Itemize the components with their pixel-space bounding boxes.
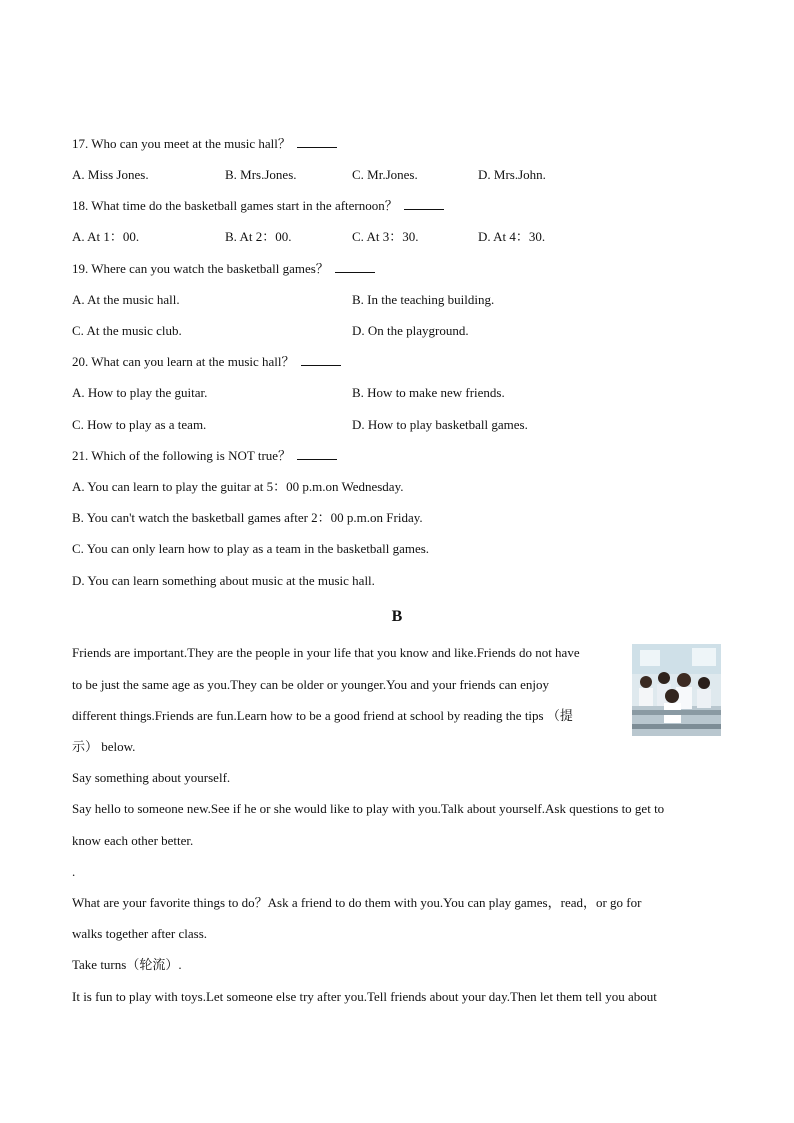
section-title: B [391,608,403,625]
option-b: B. In the teaching building. [352,292,495,307]
option-d: D. You can learn something about music at the music hall. [72,573,375,588]
option-c: C. Mr.Jones. [352,167,418,182]
option-c: C. How to play as a team. [72,417,207,432]
answer-blank [404,198,444,210]
question-stem: 19. Where can you watch the basketball games？ [72,261,329,276]
option-c: C. At 3：30. [352,229,419,244]
question-stem: 21. Which of the following is NOT true？ [72,448,292,463]
option-c: C. You can only learn how to play as a team in the basketball games. [72,541,430,556]
option-d: D. How to play basketball games. [352,417,528,432]
question-19 [72,261,375,277]
answer-blank [301,354,341,366]
option-b: B. How to make new friends. [352,385,505,400]
option-a: A. At the music hall. [72,292,180,307]
option-a: A. At 1：00. [72,229,140,244]
option-d: D. On the playground. [352,323,469,338]
passage-line: It is fun to play with toys.Let someone else try after you.Tell friends about your day.Then let them tell you about [72,989,657,1004]
passage-line: walks together after class. [72,926,208,941]
option-c: C. At the music club. [72,323,182,338]
answer-blank [335,261,375,273]
question-21 [72,448,337,464]
question-stem: 20. What can you learn at the music hall？ [72,354,295,369]
question-17 [72,136,337,152]
question-18 [72,198,444,214]
option-d: D. Mrs.John. [478,167,546,182]
passage-line: . [72,864,76,879]
question-stem: 17. Who can you meet at the music hall？ [72,136,291,151]
passage-line: 示） below. [72,739,136,754]
option-a: A. How to play the guitar. [72,385,208,400]
passage-line: Friends are important.They are the people in your life that you know and like.Friends do not have [72,645,580,660]
passage-line: Say hello to someone new.See if he or she would like to play with you.Talk about yourself.Ask questions to get to [72,801,665,816]
classroom-photo [632,644,721,736]
passage-line: What are your favorite things to do？Ask a friend to do them with you.You can play games，read，or go for [72,895,642,910]
option-a: A. Miss Jones. [72,167,149,182]
passage-heading: Take turns（轮流）. [72,957,182,972]
passage-line: know each other better. [72,833,194,848]
option-d: D. At 4：30. [478,229,546,244]
question-20 [72,354,341,370]
passage-line: different things.Friends are fun.Learn how to be a good friend at school by reading the tips （提 [72,708,573,723]
option-b: B. Mrs.Jones. [225,167,297,182]
passage-line: to be just the same age as you.They can be older or younger.You and your friends can enjoy [72,677,550,692]
option-b: B. You can't watch the basketball games after 2：00 p.m.on Friday. [72,510,423,525]
answer-blank [297,136,337,148]
passage-heading: Say something about yourself. [72,770,231,785]
option-b: B. At 2：00. [225,229,292,244]
answer-blank [297,448,337,460]
question-stem: 18. What time do the basketball games start in the afternoon？ [72,198,398,213]
option-a: A. You can learn to play the guitar at 5：00 p.m.on Wednesday. [72,479,404,494]
